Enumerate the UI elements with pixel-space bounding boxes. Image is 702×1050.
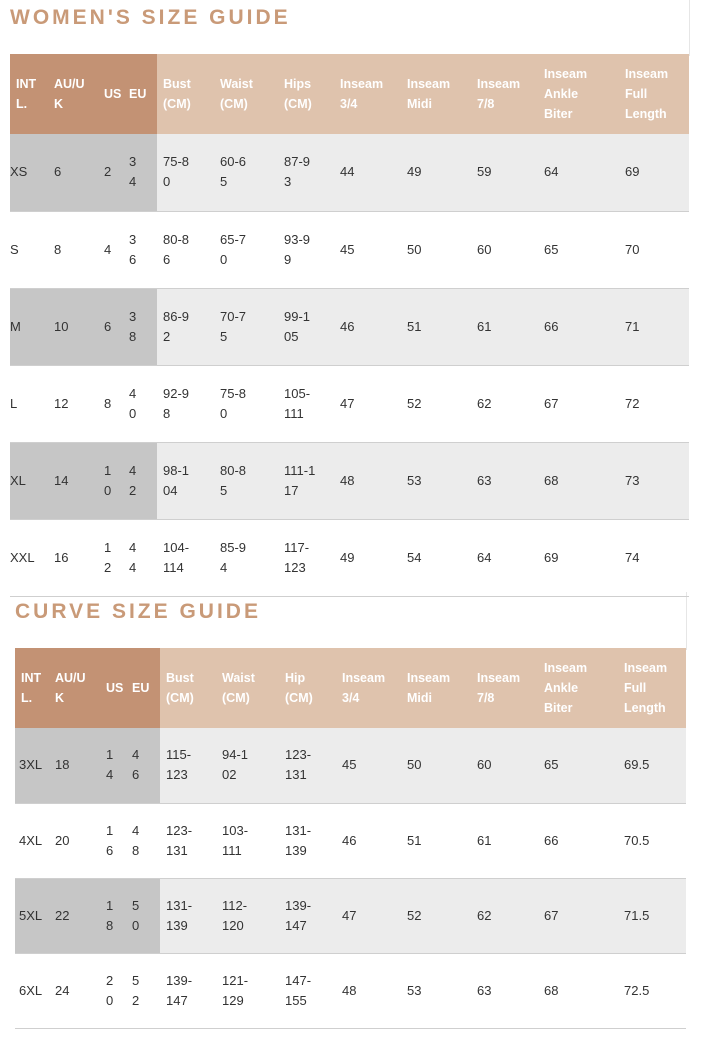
table-cell — [401, 211, 471, 288]
header-inseam-7-8: Inseam 7/8 — [471, 648, 538, 728]
header-hips: Hips (CM) — [278, 54, 334, 134]
cell-value: 65 — [544, 241, 559, 257]
cell-value: 3XL — [19, 757, 43, 773]
cell-value: 139-147 — [166, 972, 193, 1008]
header-inseam-full-length: Inseam Full Length — [618, 648, 686, 728]
table-cell — [336, 728, 401, 803]
cell-value: 50 — [407, 241, 422, 257]
table-cell — [100, 953, 126, 1028]
cell-value: 48 — [132, 822, 140, 858]
curve-size-table — [15, 648, 686, 1029]
table-row — [10, 519, 689, 596]
cell-value: 93-99 — [284, 231, 311, 267]
cell-value: 6 — [54, 164, 62, 180]
cell-value: 8 — [54, 241, 62, 257]
cell-value: 45 — [342, 757, 357, 773]
table-cell — [98, 442, 123, 519]
table-cell — [123, 365, 157, 442]
header-us: US — [98, 54, 123, 134]
cell-value: 52 — [407, 907, 422, 923]
cell-value: 60 — [477, 241, 492, 257]
cell-value: 112-120 — [222, 897, 248, 933]
cell-value: 51 — [407, 832, 422, 848]
table-cell — [98, 211, 123, 288]
cell-value: 38 — [129, 308, 137, 344]
cell-value: 147-155 — [285, 972, 312, 1008]
cell-value: 67 — [544, 907, 559, 923]
cell-value: 103-111 — [222, 822, 249, 858]
table-cell — [334, 442, 401, 519]
cell-value: 104-114 — [163, 539, 190, 575]
table-cell — [160, 878, 216, 953]
cell-value: 4 — [104, 241, 112, 257]
table-cell — [157, 288, 214, 365]
cell-value: 99-105 — [284, 308, 311, 344]
table-cell — [279, 953, 336, 1028]
table-row — [10, 365, 689, 442]
table-cell — [401, 953, 471, 1028]
cell-value: 10 — [54, 318, 69, 334]
cell-value: 18 — [106, 897, 114, 933]
table-cell — [157, 519, 214, 596]
table-cell — [100, 803, 126, 878]
table-cell — [401, 519, 471, 596]
table-cell — [48, 442, 98, 519]
cell-value: 69 — [544, 549, 559, 565]
table-cell — [618, 953, 686, 1028]
table-cell — [278, 288, 334, 365]
table-cell — [471, 365, 538, 442]
cell-value: 10 — [104, 462, 112, 498]
table-cell — [334, 365, 401, 442]
table-cell — [49, 728, 100, 803]
cell-value: 14 — [106, 747, 114, 783]
header-inseam-full-length: Inseam Full Length — [619, 54, 689, 134]
table-cell — [619, 519, 689, 596]
cell-value: 70-75 — [220, 308, 247, 344]
table-cell — [157, 134, 214, 211]
table-cell — [279, 728, 336, 803]
cell-value: 98-104 — [163, 462, 190, 498]
table-cell — [48, 211, 98, 288]
table-cell — [336, 953, 401, 1028]
table-cell — [538, 134, 619, 211]
cell-value: 121-129 — [222, 972, 249, 1008]
cell-value: 131-139 — [166, 897, 193, 933]
table-cell — [279, 878, 336, 953]
header-inseam-3-4: Inseam 3/4 — [336, 648, 401, 728]
table-cell — [123, 134, 157, 211]
table-cell — [471, 442, 538, 519]
table-cell — [126, 803, 160, 878]
cell-value: 64 — [544, 164, 559, 180]
table-row — [10, 288, 689, 365]
table-cell — [126, 878, 160, 953]
cell-value: 66 — [544, 832, 559, 848]
table-cell — [126, 728, 160, 803]
table-cell — [100, 728, 126, 803]
table-cell — [160, 803, 216, 878]
cell-value: 49 — [340, 549, 355, 565]
table-cell — [216, 953, 279, 1028]
cell-value: 44 — [340, 164, 355, 180]
cell-value: 50 — [132, 897, 140, 933]
cell-value: 36 — [129, 231, 137, 267]
cell-value: 70 — [625, 241, 640, 257]
cell-value: 117-123 — [284, 539, 310, 575]
divider-line — [689, 0, 690, 56]
header-row — [15, 648, 686, 728]
cell-value: M — [10, 318, 21, 334]
header-waist: Waist (CM) — [216, 648, 279, 728]
table-row — [15, 878, 686, 953]
cell-value: 69 — [625, 164, 640, 180]
cell-value: 65-70 — [220, 231, 247, 267]
table-cell — [123, 519, 157, 596]
table-cell — [48, 134, 98, 211]
table-cell — [278, 134, 334, 211]
table-cell — [157, 211, 214, 288]
table-cell — [618, 728, 686, 803]
cell-value: 105-111 — [284, 385, 311, 421]
table-cell — [401, 728, 471, 803]
cell-value: 68 — [544, 472, 559, 488]
header-bust: Bust (CM) — [157, 54, 214, 134]
divider-line — [686, 592, 687, 650]
cell-value: L — [10, 395, 18, 411]
cell-value: 48 — [342, 982, 357, 998]
table-cell — [157, 365, 214, 442]
header-inseam-midi: Inseam Midi — [401, 54, 471, 134]
cell-value: 67 — [544, 395, 559, 411]
table-cell — [471, 211, 538, 288]
table-cell — [48, 288, 98, 365]
cell-value: 115-123 — [166, 747, 192, 783]
table-cell — [10, 365, 48, 442]
cell-value: 47 — [342, 907, 357, 923]
table-cell — [10, 519, 48, 596]
header-int-l: INT L. — [15, 648, 49, 728]
table-cell — [538, 519, 619, 596]
cell-value: 92-98 — [163, 385, 190, 421]
cell-value: 46 — [132, 747, 140, 783]
cell-value: 52 — [132, 972, 140, 1008]
cell-value: 20 — [106, 972, 114, 1008]
table-cell — [10, 211, 48, 288]
cell-value: 34 — [129, 154, 137, 190]
table-cell — [538, 211, 619, 288]
cell-value: 85-94 — [220, 539, 247, 575]
cell-value: XS — [10, 164, 28, 180]
table-row — [10, 134, 689, 211]
header-waist: Waist (CM) — [214, 54, 278, 134]
table-cell — [538, 803, 618, 878]
table-cell — [100, 878, 126, 953]
womens-size-table — [10, 54, 689, 597]
table-cell — [214, 288, 278, 365]
cell-value: 8 — [104, 395, 112, 411]
cell-value: XL — [10, 472, 26, 488]
table-cell — [10, 442, 48, 519]
cell-value: 71 — [625, 318, 640, 334]
cell-value: 72.5 — [624, 982, 650, 998]
table-cell — [216, 878, 279, 953]
cell-value: 71.5 — [624, 907, 650, 923]
table-row — [15, 728, 686, 803]
cell-value: 62 — [477, 395, 492, 411]
table-cell — [401, 365, 471, 442]
cell-value: 52 — [407, 395, 422, 411]
table-cell — [160, 953, 216, 1028]
cell-value: 61 — [477, 318, 492, 334]
cell-value: 80-86 — [163, 231, 190, 267]
cell-value: 53 — [407, 472, 422, 488]
table-cell — [401, 442, 471, 519]
cell-value: 123-131 — [166, 822, 193, 858]
header-au-uk: AU/U K — [49, 648, 100, 728]
table-cell — [618, 878, 686, 953]
table-cell — [48, 365, 98, 442]
cell-value: 70.5 — [624, 832, 650, 848]
cell-value: 45 — [340, 241, 355, 257]
table-cell — [15, 728, 49, 803]
header-hip: Hip (CM) — [279, 648, 336, 728]
header-inseam-midi: Inseam Midi — [401, 648, 471, 728]
table-cell — [538, 953, 618, 1028]
table-cell — [123, 211, 157, 288]
cell-value: 20 — [55, 832, 70, 848]
cell-value: 40 — [129, 385, 137, 421]
table-row — [10, 442, 689, 519]
cell-value: 2 — [104, 164, 112, 180]
cell-value: 111-117 — [284, 462, 316, 498]
womens-size-guide-title: WOMEN'S SIZE GUIDE — [10, 6, 291, 29]
table-cell — [15, 878, 49, 953]
cell-value: 46 — [340, 318, 355, 334]
cell-value: 47 — [340, 395, 355, 411]
table-cell — [471, 134, 538, 211]
table-cell — [401, 878, 471, 953]
cell-value: 53 — [407, 982, 422, 998]
table-row — [15, 803, 686, 878]
cell-value: 6XL — [19, 982, 43, 998]
table-cell — [214, 519, 278, 596]
table-cell — [49, 878, 100, 953]
table-cell — [278, 365, 334, 442]
table-cell — [216, 728, 279, 803]
cell-value: 54 — [407, 549, 422, 565]
table-cell — [336, 803, 401, 878]
table-cell — [471, 288, 538, 365]
header-inseam-ankle-biter: Inseam Ankle Biter — [538, 54, 619, 134]
cell-value: 80-85 — [220, 462, 247, 498]
cell-value: 6 — [104, 318, 112, 334]
table-cell — [126, 953, 160, 1028]
header-eu: EU — [126, 648, 160, 728]
curve-size-guide-title: CURVE SIZE GUIDE — [15, 600, 261, 623]
table-cell — [538, 878, 618, 953]
table-cell — [49, 953, 100, 1028]
table-cell — [214, 134, 278, 211]
table-cell — [619, 288, 689, 365]
table-cell — [10, 288, 48, 365]
table-cell — [619, 442, 689, 519]
cell-value: 44 — [129, 539, 137, 575]
table-cell — [538, 728, 618, 803]
header-eu: EU — [123, 54, 157, 134]
table-cell — [401, 803, 471, 878]
table-cell — [471, 878, 538, 953]
header-inseam-ankle-biter: Inseam Ankle Biter — [538, 648, 618, 728]
header-row — [10, 54, 689, 134]
table-cell — [619, 134, 689, 211]
cell-value: 5XL — [19, 907, 43, 923]
table-cell — [334, 211, 401, 288]
cell-value: 48 — [340, 472, 355, 488]
table-cell — [157, 442, 214, 519]
cell-value: 63 — [477, 982, 492, 998]
table-cell — [49, 803, 100, 878]
table-cell — [98, 519, 123, 596]
table-cell — [538, 288, 619, 365]
table-cell — [214, 442, 278, 519]
table-cell — [15, 803, 49, 878]
table-cell — [216, 803, 279, 878]
cell-value: 50 — [407, 757, 422, 773]
table-cell — [471, 519, 538, 596]
cell-value: 131-139 — [285, 822, 312, 858]
header-us: US — [100, 648, 126, 728]
cell-value: 64 — [477, 549, 492, 565]
cell-value: 94-102 — [222, 747, 249, 783]
table-cell — [278, 442, 334, 519]
cell-value: 24 — [55, 982, 70, 998]
table-cell — [160, 728, 216, 803]
table-cell — [214, 365, 278, 442]
table-cell — [538, 442, 619, 519]
table-cell — [98, 134, 123, 211]
table-cell — [123, 442, 157, 519]
header-au-uk: AU/U K — [48, 54, 98, 134]
cell-value: 65 — [544, 757, 559, 773]
cell-value: 75-80 — [163, 154, 190, 190]
cell-value: 60-65 — [220, 154, 247, 190]
table-cell — [10, 134, 48, 211]
table-cell — [618, 803, 686, 878]
header-bust: Bust (CM) — [160, 648, 216, 728]
cell-value: 14 — [54, 472, 69, 488]
table-cell — [538, 365, 619, 442]
table-cell — [279, 803, 336, 878]
header-int-l: INT L. — [10, 54, 48, 134]
cell-value: 18 — [55, 757, 70, 773]
cell-value: 46 — [342, 832, 357, 848]
cell-value: 51 — [407, 318, 422, 334]
cell-value: 86-92 — [163, 308, 190, 344]
cell-value: 73 — [625, 472, 640, 488]
cell-value: 63 — [477, 472, 492, 488]
table-cell — [15, 953, 49, 1028]
table-cell — [471, 803, 538, 878]
cell-value: 16 — [106, 822, 114, 858]
table-cell — [334, 288, 401, 365]
table-row — [15, 953, 686, 1028]
header-inseam-7-8: Inseam 7/8 — [471, 54, 538, 134]
cell-value: 74 — [625, 549, 640, 565]
cell-value: 16 — [54, 549, 69, 565]
cell-value: 59 — [477, 164, 492, 180]
table-cell — [401, 134, 471, 211]
table-cell — [334, 519, 401, 596]
cell-value: 12 — [104, 539, 112, 575]
cell-value: 60 — [477, 757, 492, 773]
cell-value: 68 — [544, 982, 559, 998]
cell-value: 139-147 — [285, 897, 312, 933]
cell-value: 72 — [625, 395, 640, 411]
cell-value: 49 — [407, 164, 422, 180]
cell-value: 87-93 — [284, 154, 311, 190]
table-cell — [401, 288, 471, 365]
table-cell — [98, 365, 123, 442]
cell-value: XXL — [10, 549, 35, 565]
table-cell — [619, 211, 689, 288]
table-row — [10, 211, 689, 288]
table-cell — [48, 519, 98, 596]
cell-value: 66 — [544, 318, 559, 334]
cell-value: 123-131 — [285, 747, 312, 783]
cell-value: S — [10, 241, 19, 257]
cell-value: 62 — [477, 907, 492, 923]
table-cell — [619, 365, 689, 442]
cell-value: 22 — [55, 907, 70, 923]
table-cell — [214, 211, 278, 288]
cell-value: 12 — [54, 395, 69, 411]
table-cell — [98, 288, 123, 365]
cell-value: 69.5 — [624, 757, 650, 773]
cell-value: 4XL — [19, 832, 43, 848]
cell-value: 42 — [129, 462, 137, 498]
table-cell — [471, 953, 538, 1028]
table-cell — [123, 288, 157, 365]
table-cell — [471, 728, 538, 803]
header-inseam-3-4: Inseam 3/4 — [334, 54, 401, 134]
cell-value: 75-80 — [220, 385, 247, 421]
table-cell — [278, 519, 334, 596]
table-cell — [336, 878, 401, 953]
cell-value: 61 — [477, 832, 492, 848]
table-cell — [278, 211, 334, 288]
table-cell — [334, 134, 401, 211]
